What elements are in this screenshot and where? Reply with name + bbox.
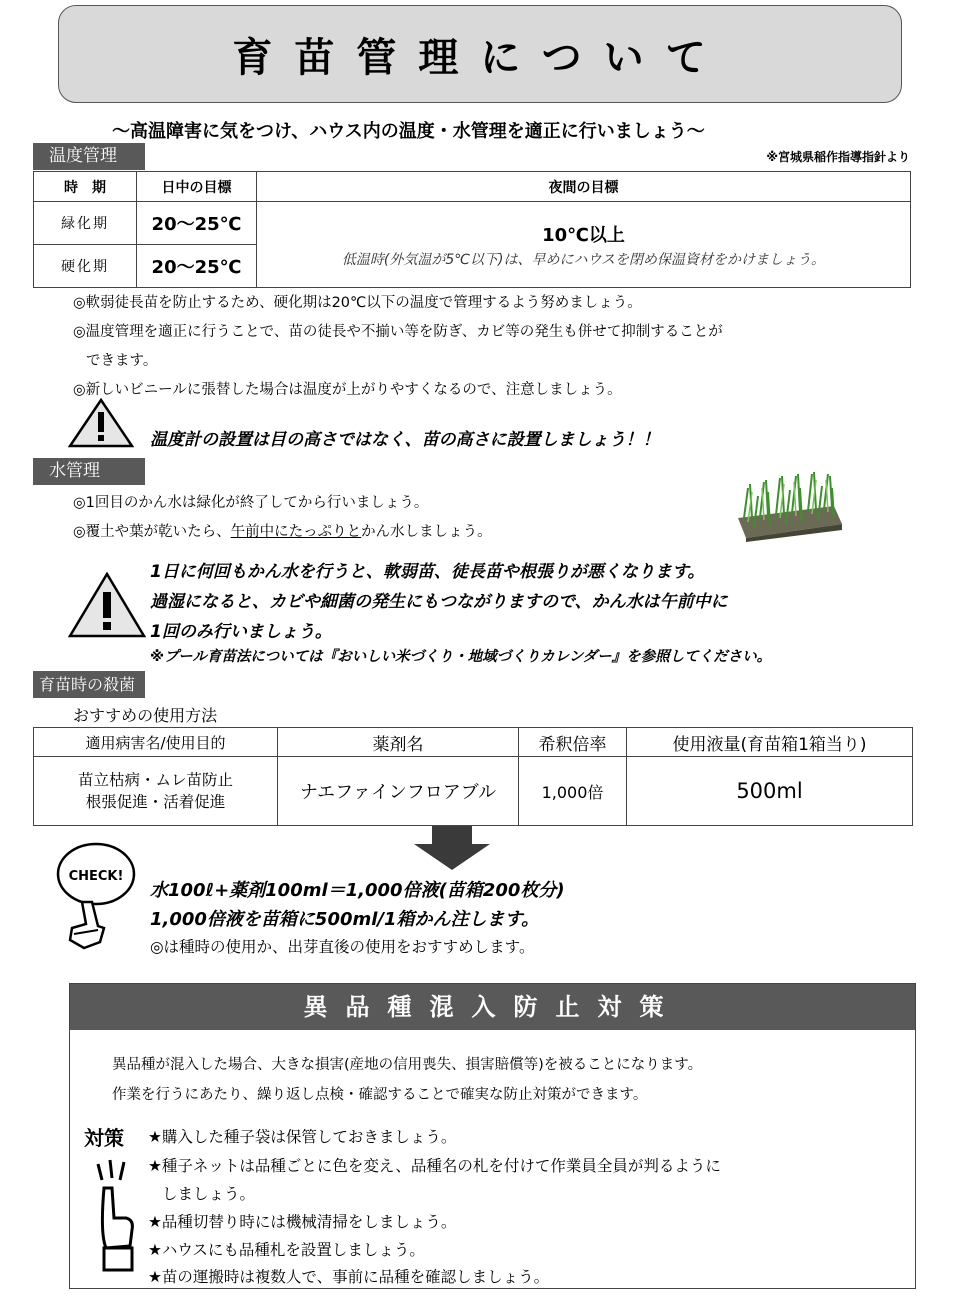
measure-1: ★購入した種子袋は保管しておきましょう。 xyxy=(148,1128,457,1146)
check-note: ◎は種時の使用か、出芽直後の使用をおすすめします。 xyxy=(150,938,535,956)
subtitle: ～高温障害に気をつけ、ハウス内の温度・水管理を適正に行いましょう～ xyxy=(112,121,705,142)
water-note-2 xyxy=(73,520,492,541)
warning-icon xyxy=(68,398,134,448)
sterilization-table xyxy=(33,727,913,826)
dilution-value: 1,000倍 xyxy=(519,757,627,826)
purpose-line-2: 根張促進・活着促進 xyxy=(85,793,226,811)
section-label-water: 水管理 xyxy=(33,458,145,485)
temp-note-3: できます。 xyxy=(86,353,158,369)
seedling-tray-image xyxy=(734,462,844,542)
temp-note-1: ◎軟弱徒長苗を防止するため、硬化期は20℃以下の温度で管理するよう努めましょう。 xyxy=(73,295,642,311)
check-line-2: 1,000倍液を苗箱に500ml/1箱かん注します。 xyxy=(150,909,540,930)
header-dilution: 希釈倍率 xyxy=(519,728,627,757)
night-target-value: 10℃以上 xyxy=(542,224,625,246)
intro-line-1: 異品種が混入した場合、大きな損害(産地の信用喪失、損害賠償等)を被ることになります。 xyxy=(112,1057,703,1073)
water-warning-2: 過湿になると、カビや細菌の発生にもつながりますので、かん水は午前中に xyxy=(150,592,728,612)
section-label-sterilization: 育苗時の殺菌 xyxy=(33,671,145,698)
pointing-hand-icon xyxy=(90,1154,140,1272)
header-volume: 使用液量(育苗箱1箱当り) xyxy=(627,728,913,757)
period-greening: 緑化期 xyxy=(34,202,137,245)
purpose-cell xyxy=(34,757,278,826)
night-target-cell xyxy=(257,202,911,288)
water-note-2-pre: ◎覆土や葉が乾いたら、 xyxy=(73,524,231,540)
agent-name: ナエファインフロアブル xyxy=(278,757,519,826)
page-title: 育苗管理について xyxy=(232,34,728,81)
day-target-greening: 20～25℃ xyxy=(137,202,257,245)
contamination-box xyxy=(69,983,916,1289)
title-banner xyxy=(58,5,902,103)
temp-note-2: ◎温度管理を適正に行うことで、苗の徒長や不揃い等を防ぎ、カビ等の発生も併せて抑制することが xyxy=(73,324,723,340)
period-hardening: 硬化期 xyxy=(34,245,137,288)
water-warning-1: 1日に何回もかん水を行うと、軟弱苗、徒長苗や根張りが悪くなります。 xyxy=(150,562,705,582)
water-warning-3: 1回のみ行いましょう。 xyxy=(150,622,332,642)
warning-icon xyxy=(68,572,146,638)
measures-label: 対策 xyxy=(84,1126,124,1150)
header-purpose: 適用病害名/使用目的 xyxy=(34,728,278,757)
contamination-title: 異品種混入防止対策 xyxy=(70,984,915,1030)
day-target-hardening: 20～25℃ xyxy=(137,245,257,288)
temp-warning: 温度計の設置は目の高さではなく、苗の高さに設置しましょう！！ xyxy=(150,430,660,450)
check-hand-icon xyxy=(54,840,138,952)
purpose-line-1: 苗立枯病・ムレ苗防止 xyxy=(77,771,233,789)
measure-5: ★苗の運搬時は複数人で、事前に品種を確認しましょう。 xyxy=(148,1268,550,1286)
water-note-1: ◎1回目のかん水は緑化が終了してから行いましょう。 xyxy=(73,495,429,511)
recommend-label: おすすめの使用方法 xyxy=(73,706,218,725)
night-target-note: 低温時(外気温が5℃以下)は、早めにハウスを閉め保温資材をかけましょう。 xyxy=(341,251,826,268)
temp-note-4: ◎新しいビニールに張替した場合は温度が上がりやすくなるので、注意しましょう。 xyxy=(73,382,622,398)
header-agent: 薬剤名 xyxy=(278,728,519,757)
header-day-target: 日中の目標 xyxy=(137,172,257,202)
measure-4: ★ハウスにも品種札を設置しましょう。 xyxy=(148,1241,425,1259)
down-arrow-icon xyxy=(412,826,492,870)
source-note: ※宮城県稲作指導指針より xyxy=(766,150,910,164)
section-label-temperature: 温度管理 xyxy=(33,143,145,170)
measure-2: ★種子ネットは品種ごとに色を変え、品種名の札を付けて作業員全員が判るように xyxy=(148,1157,721,1175)
temperature-table xyxy=(33,171,911,288)
header-night-target: 夜間の目標 xyxy=(257,172,911,202)
check-line-1: 水100ℓ+薬剤100ml＝1,000倍液(苗箱200枚分) xyxy=(150,880,565,901)
measure-2-cont: しましょう。 xyxy=(162,1185,256,1203)
pool-note: ※プール育苗法については『おいしい米づくり・地域づくりカレンダー』を参照してください。 xyxy=(150,649,772,665)
intro-line-2: 作業を行うにあたり、繰り返し点検・確認することで確実な防止対策ができます。 xyxy=(112,1087,648,1103)
header-period: 時 期 xyxy=(34,172,137,202)
check-label: CHECK! xyxy=(68,869,124,884)
volume-value: 500ml xyxy=(627,757,913,826)
water-note-2-underline: 午前中にたっぷりと xyxy=(230,524,362,540)
measure-3: ★品種切替り時には機械清掃をしましょう。 xyxy=(148,1213,457,1231)
water-note-2-post: かん水しましょう。 xyxy=(361,524,492,540)
